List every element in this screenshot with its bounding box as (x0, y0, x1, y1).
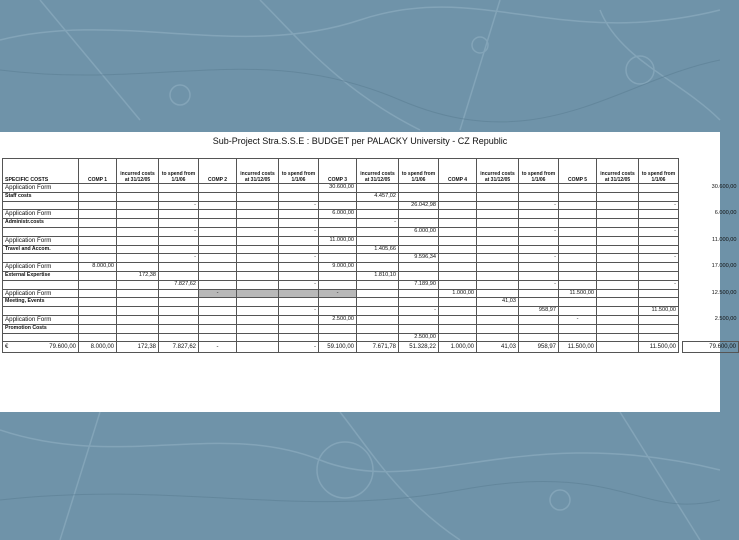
cell-comp3: - (319, 289, 357, 298)
cell-comp3: 11.000,00 (319, 236, 357, 245)
cell-spend3: 6.000,00 (399, 227, 439, 236)
row-label: Application Form (3, 263, 79, 272)
header-comp2: COMP 2 (199, 159, 237, 184)
cell-comp5: - (559, 315, 597, 324)
header-spend4: to spend from 1/1/06 (519, 159, 559, 184)
cell-comp2: - (199, 289, 237, 298)
total-spend5: 11.500,00 (639, 342, 679, 353)
cell-spend1: - (159, 201, 199, 210)
total-incurred4: 41,03 (477, 342, 519, 353)
table-row (3, 192, 739, 201)
cell-comp5: 11.500,00 (559, 289, 597, 298)
row-category: Meeting, Events (3, 298, 79, 307)
row-category: Travel and Accom. (3, 245, 79, 254)
table-row (3, 280, 739, 289)
header-incurred2: incurred costs at 31/12/05 (237, 159, 279, 184)
cell-spend1: 7.827,62 (159, 280, 199, 289)
cell-incurred3: 4.457,02 (357, 192, 399, 201)
cell-spend1: - (159, 254, 199, 263)
cell-comp3: 9.000,00 (319, 263, 357, 272)
total-incurred1: 172,38 (117, 342, 159, 353)
table-row (3, 210, 739, 219)
table-row (3, 263, 739, 272)
table-row (3, 245, 739, 254)
row-label: Application Form (3, 289, 79, 298)
cell-incurred4: 41,03 (477, 298, 519, 307)
cell-spend4: - (519, 227, 559, 236)
row-label: Application Form (3, 236, 79, 245)
total-comp4: 1.000,00 (439, 342, 477, 353)
row-category: External Expertise (3, 271, 79, 280)
total-label: € 79.600,00 (3, 342, 79, 353)
header-comp4: COMP 4 (439, 159, 477, 184)
header-total (683, 159, 739, 184)
table-row (3, 271, 739, 280)
total-spend1: 7.827,62 (159, 342, 199, 353)
table-row (3, 289, 739, 298)
cell-incurred3: 1.405,66 (357, 245, 399, 254)
row-label: Application Form (3, 315, 79, 324)
header-spend1: to spend from 1/1/06 (159, 159, 199, 184)
row-total: 2.500,00 (714, 315, 737, 322)
table-row (3, 254, 739, 263)
table-row (3, 184, 739, 193)
cell-spend3: 2.500,00 (399, 333, 439, 342)
table-row (3, 219, 739, 228)
totals-row (3, 342, 739, 353)
row-category: Promotion Costs (3, 324, 79, 333)
cell-spend5: - (639, 280, 679, 289)
cell-spend3: - (399, 307, 439, 316)
total-spend3: 51.328,22 (399, 342, 439, 353)
cell-spend2: - (279, 201, 319, 210)
cell-spend5: - (639, 227, 679, 236)
row-total: 17.000,00 (711, 263, 737, 270)
table-row (3, 333, 739, 342)
table-row (3, 315, 739, 324)
cell-comp3: 6.000,00 (319, 210, 357, 219)
cell-spend3: 7.189,90 (399, 280, 439, 289)
cell-spend5: - (639, 254, 679, 263)
header-incurred3: incurred costs at 31/12/05 (357, 159, 399, 184)
cell-incurred1: 172,38 (117, 271, 159, 280)
grand-total: 79.600,00 (683, 342, 739, 353)
cell-incurred3: - (357, 219, 399, 228)
cell-spend5: - (639, 201, 679, 210)
row-category: Administr.costs (3, 219, 79, 228)
cell-spend2: - (279, 227, 319, 236)
header-row (3, 159, 739, 184)
cell-spend4: - (519, 280, 559, 289)
table-row (3, 227, 739, 236)
row-label: Application Form (3, 184, 79, 193)
header-specific-costs: SPECIFIC COSTS (3, 159, 79, 184)
table-row (3, 324, 739, 333)
cell-comp1: 8.000,00 (79, 263, 117, 272)
header-spend2: to spend from 1/1/06 (279, 159, 319, 184)
table-row (3, 236, 739, 245)
cell-spend3: 26.042,98 (399, 201, 439, 210)
table-row (3, 298, 739, 307)
header-incurred5: incurred costs at 31/12/05 (597, 159, 639, 184)
header-spend3: to spend from 1/1/06 (399, 159, 439, 184)
table-row (3, 201, 739, 210)
row-total: 30.600,00 (711, 184, 737, 190)
cell-comp4: 1.000,00 (439, 289, 477, 298)
budget-sheet (0, 132, 737, 412)
row-total: 11.000,00 (712, 236, 737, 243)
table-row (3, 307, 739, 316)
row-total: 12.500,00 (711, 289, 737, 296)
cell-comp3: 2.500,00 (319, 315, 357, 324)
total-spend2: - (279, 342, 319, 353)
cell-spend4: - (519, 254, 559, 263)
row-label: Application Form (3, 210, 79, 219)
cell-spend4: 958,97 (519, 307, 559, 316)
header-comp1: COMP 1 (79, 159, 117, 184)
total-comp2: - (199, 342, 237, 353)
cell-incurred3: 1.810,10 (357, 271, 399, 280)
row-category: Staff costs (3, 192, 79, 201)
header-incurred4: incurred costs at 31/12/05 (477, 159, 519, 184)
header-spend5: to spend from 1/1/06 (639, 159, 679, 184)
header-comp3: COMP 3 (319, 159, 357, 184)
cell-spend2: - (279, 280, 319, 289)
cell-comp3: 30.600,00 (319, 184, 357, 193)
cell-spend1: - (159, 227, 199, 236)
cell-spend5: 11.500,00 (639, 307, 679, 316)
header-incurred1: incurred costs at 31/12/05 (117, 159, 159, 184)
cell-spend2: - (279, 307, 319, 316)
header-comp5: COMP 5 (559, 159, 597, 184)
sheet-title: Sub-Project Stra.S.S.E : BUDGET per PALACKY University - CZ Republic (212, 136, 508, 146)
total-comp3: 59.100,00 (319, 342, 357, 353)
cell-spend2: - (279, 254, 319, 263)
total-comp1: 8.000,00 (79, 342, 117, 353)
row-total: 6.000,00 (714, 210, 737, 217)
budget-table (2, 158, 739, 353)
cell-spend4: - (519, 201, 559, 210)
total-spend4: 958,97 (519, 342, 559, 353)
total-incurred3: 7.671,78 (357, 342, 399, 353)
total-comp5: 11.500,00 (559, 342, 597, 353)
cell-spend3: 9.596,34 (399, 254, 439, 263)
